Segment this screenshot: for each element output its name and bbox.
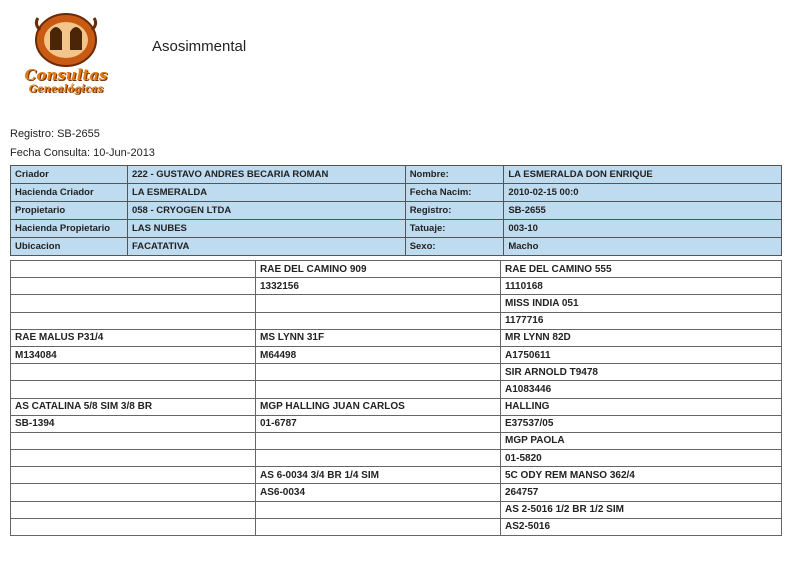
pedigree-cell-c3: A1750611	[501, 346, 782, 363]
page-title: Asosimmental	[152, 38, 247, 55]
info-label: Sexo:	[405, 238, 504, 256]
info-row	[11, 220, 782, 238]
pedigree-row	[11, 450, 782, 467]
pedigree-cell-c2: MGP HALLING JUAN CARLOS	[256, 398, 501, 415]
info-label: Hacienda Propietario	[11, 220, 128, 238]
pedigree-cell-c1	[11, 278, 256, 295]
pedigree-cell-c3: A1083446	[501, 381, 782, 398]
pedigree-cell-c1: SB-1394	[11, 415, 256, 432]
pedigree-cell-c2: M64498	[256, 346, 501, 363]
pedigree-cell-c2: AS 6-0034 3/4 BR 1/4 SIM	[256, 467, 501, 484]
pedigree-cell-c1	[11, 450, 256, 467]
cattle-emblem-icon	[20, 10, 112, 70]
pedigree-cell-c2	[256, 432, 501, 449]
pedigree-cell-c2: 01-6787	[256, 415, 501, 432]
pedigree-cell-c3: 01-5820	[501, 450, 782, 467]
info-value: 003-10	[504, 220, 782, 238]
pedigree-cell-c3: 1110168	[501, 278, 782, 295]
pedigree-cell-c3: MISS INDIA 051	[501, 295, 782, 312]
pedigree-row	[11, 415, 782, 432]
animal-info-table	[10, 165, 782, 256]
pedigree-row	[11, 295, 782, 312]
info-value: Macho	[504, 238, 782, 256]
pedigree-cell-c1: AS CATALINA 5/8 SIM 3/8 BR	[11, 398, 256, 415]
info-value: 2010-02-15 00:0	[504, 184, 782, 202]
pedigree-cell-c2	[256, 364, 501, 381]
registro-label: Registro: SB-2655	[10, 128, 100, 140]
info-value: LA ESMERALDA	[127, 184, 405, 202]
pedigree-row	[11, 398, 782, 415]
pedigree-cell-c3: AS 2-5016 1/2 BR 1/2 SIM	[501, 501, 782, 518]
pedigree-cell-c2	[256, 501, 501, 518]
pedigree-row	[11, 484, 782, 501]
pedigree-cell-c1	[11, 261, 256, 278]
pedigree-table	[10, 260, 782, 536]
pedigree-cell-c3: MR LYNN 82D	[501, 329, 782, 346]
pedigree-cell-c2	[256, 518, 501, 535]
info-label: Nombre:	[405, 166, 504, 184]
pedigree-row	[11, 261, 782, 278]
info-row	[11, 184, 782, 202]
pedigree-cell-c2	[256, 295, 501, 312]
pedigree-row	[11, 518, 782, 535]
pedigree-row	[11, 501, 782, 518]
logo-text-genealogicas: Genealógicas	[28, 84, 104, 95]
pedigree-cell-c1: RAE MALUS P31/4	[11, 329, 256, 346]
pedigree-cell-c2: 1332156	[256, 278, 501, 295]
consultas-genealogicas-logo	[20, 10, 112, 102]
pedigree-cell-c1	[11, 432, 256, 449]
info-row	[11, 202, 782, 220]
pedigree-row	[11, 381, 782, 398]
pedigree-cell-c1	[11, 467, 256, 484]
pedigree-cell-c3: 1177716	[501, 312, 782, 329]
pedigree-cell-c1	[11, 484, 256, 501]
info-row	[11, 238, 782, 256]
pedigree-cell-c1	[11, 295, 256, 312]
info-label: Hacienda Criador	[11, 184, 128, 202]
pedigree-cell-c3: AS2-5016	[501, 518, 782, 535]
logo-text-consultas: Consultas	[24, 66, 108, 84]
pedigree-cell-c3: SIR ARNOLD T9478	[501, 364, 782, 381]
pedigree-cell-c3: HALLING	[501, 398, 782, 415]
info-value: LA ESMERALDA DON ENRIQUE	[504, 166, 782, 184]
info-value: FACATATIVA	[127, 238, 405, 256]
info-label: Propietario	[11, 202, 128, 220]
pedigree-row	[11, 329, 782, 346]
pedigree-cell-c3: MGP PAOLA	[501, 432, 782, 449]
info-label: Fecha Nacim:	[405, 184, 504, 202]
info-label: Ubicacion	[11, 238, 128, 256]
fecha-consulta-label: Fecha Consulta: 10-Jun-2013	[10, 147, 155, 159]
pedigree-cell-c3: E37537/05	[501, 415, 782, 432]
pedigree-cell-c1	[11, 381, 256, 398]
info-value: 058 - CRYOGEN LTDA	[127, 202, 405, 220]
pedigree-cell-c2: AS6-0034	[256, 484, 501, 501]
pedigree-row	[11, 312, 782, 329]
pedigree-cell-c1	[11, 312, 256, 329]
pedigree-cell-c1	[11, 364, 256, 381]
info-value: LAS NUBES	[127, 220, 405, 238]
pedigree-cell-c3: 264757	[501, 484, 782, 501]
info-row	[11, 166, 782, 184]
pedigree-cell-c2: MS LYNN 31F	[256, 329, 501, 346]
pedigree-cell-c3: 5C ODY REM MANSO 362/4	[501, 467, 782, 484]
info-label: Criador	[11, 166, 128, 184]
pedigree-row	[11, 346, 782, 363]
info-label: Registro:	[405, 202, 504, 220]
pedigree-cell-c2	[256, 450, 501, 467]
pedigree-row	[11, 278, 782, 295]
pedigree-cell-c3: RAE DEL CAMINO 555	[501, 261, 782, 278]
info-value: SB-2655	[504, 202, 782, 220]
info-label: Tatuaje:	[405, 220, 504, 238]
pedigree-cell-c1	[11, 518, 256, 535]
pedigree-row	[11, 364, 782, 381]
pedigree-cell-c2: RAE DEL CAMINO 909	[256, 261, 501, 278]
pedigree-cell-c2	[256, 312, 501, 329]
pedigree-row	[11, 467, 782, 484]
info-value: 222 - GUSTAVO ANDRES BECARIA ROMAN	[127, 166, 405, 184]
pedigree-row	[11, 432, 782, 449]
pedigree-cell-c2	[256, 381, 501, 398]
pedigree-cell-c1	[11, 501, 256, 518]
pedigree-cell-c1: M134084	[11, 346, 256, 363]
